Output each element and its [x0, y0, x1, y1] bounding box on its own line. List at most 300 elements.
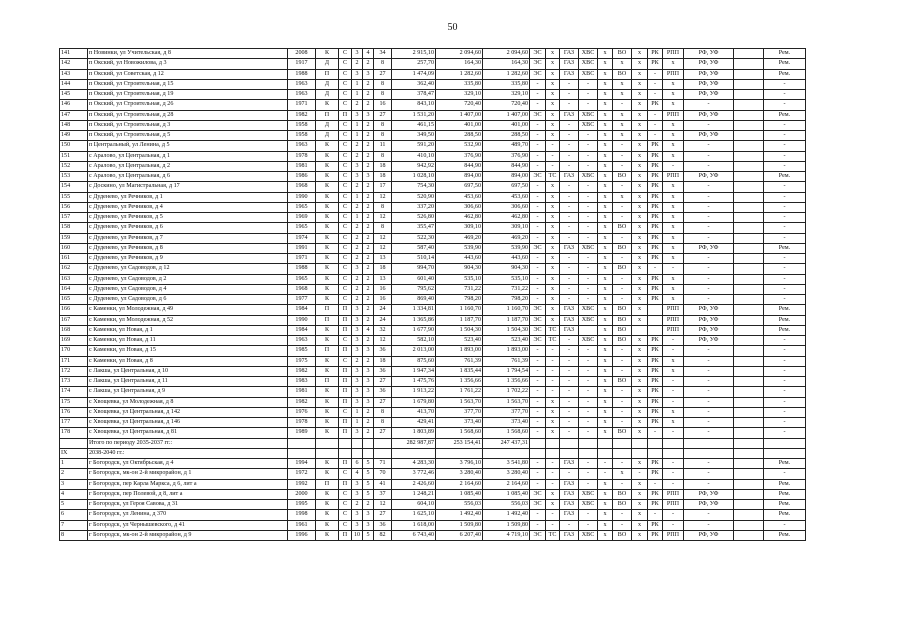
table-cell: РФ, УФ [684, 131, 734, 141]
table-cell: - [764, 387, 806, 397]
table-cell: 1 504,30 [483, 325, 530, 335]
table-cell [316, 438, 339, 448]
table-cell: х [546, 49, 560, 59]
table-row [60, 448, 806, 458]
table-cell: - [613, 100, 632, 110]
table-cell [734, 90, 764, 100]
table-cell: 587,40 [392, 243, 436, 253]
table-cell: х [663, 100, 684, 110]
table-cell: - [613, 387, 632, 397]
table-cell: - [579, 213, 598, 223]
table-cell: 18 [374, 161, 392, 171]
table-row [60, 530, 806, 540]
table-cell: 1 568,60 [436, 428, 483, 438]
table-cell [734, 243, 764, 253]
table-cell: х [598, 49, 613, 59]
table-cell: К [316, 530, 339, 540]
table-cell: РК [648, 397, 663, 407]
table-cell: 523,40 [483, 336, 530, 346]
table-cell: 147 [60, 110, 88, 120]
table-cell: - [613, 213, 632, 223]
table-cell: - [530, 295, 546, 305]
table-cell: 148 [60, 120, 88, 130]
table-cell: 3 [352, 110, 363, 120]
table-cell: 2 [352, 356, 363, 366]
table-cell: - [579, 387, 598, 397]
table-cell: с Каменки, ул Новая, д 1 [88, 325, 288, 335]
table-cell: - [613, 161, 632, 171]
table-cell: г Богородск, ул Героя Савова, д 31 [88, 500, 288, 510]
table-cell: - [579, 192, 598, 202]
table-cell: 3 [352, 49, 363, 59]
table-cell: х [663, 284, 684, 294]
table-cell: 247 437,31 [483, 438, 530, 448]
table-cell: 1982 [288, 366, 316, 376]
table-row [60, 223, 806, 233]
table-cell: - [663, 336, 684, 346]
table-cell: 177 [60, 418, 88, 428]
table-cell: 469,20 [483, 233, 530, 243]
table-cell: п Окский, ул Строительная, д 3 [88, 120, 288, 130]
table-cell: - [560, 407, 579, 417]
table-cell: х [663, 254, 684, 264]
table-cell: ЭС [530, 49, 546, 59]
table-cell: ГАЗ [560, 325, 579, 335]
table-cell: РФ, УФ [684, 315, 734, 325]
table-cell [648, 448, 663, 458]
table-cell: К [316, 418, 339, 428]
table-cell: х [632, 141, 648, 151]
table-cell: ХВС [579, 243, 598, 253]
table-cell: ВО [613, 325, 632, 335]
table-cell: 2 [363, 315, 374, 325]
table-cell: х [598, 131, 613, 141]
table-row [60, 202, 806, 212]
table-cell: К [316, 489, 339, 499]
table-cell: РК [648, 49, 663, 59]
table-cell: 1969 [288, 213, 316, 223]
table-cell: 170 [60, 346, 88, 356]
table-cell: К [316, 397, 339, 407]
table-cell [546, 438, 560, 448]
table-cell: РПП [663, 110, 684, 120]
table-cell: 535,10 [436, 274, 483, 284]
table-cell: с Дуденево, ул Садоводов, д 2 [88, 274, 288, 284]
table-cell: ЭС [530, 315, 546, 325]
table-cell: 1 475,76 [392, 377, 436, 387]
table-cell: - [579, 418, 598, 428]
table-cell: х [632, 479, 648, 489]
table-cell: 3 [352, 325, 363, 335]
table-cell [734, 336, 764, 346]
table-cell: х [632, 182, 648, 192]
table-cell [352, 448, 363, 458]
table-cell: РФ, УФ [684, 69, 734, 79]
table-cell: 142 [60, 59, 88, 69]
table-cell: - [764, 100, 806, 110]
table-cell: 156 [60, 202, 88, 212]
table-cell: 306,60 [436, 202, 483, 212]
table-cell: 1 407,00 [483, 110, 530, 120]
table-cell: 335,80 [436, 79, 483, 89]
table-cell: - [579, 90, 598, 100]
table-cell: ГАЗ [560, 69, 579, 79]
table-cell: 3 [352, 336, 363, 346]
table-cell: Итого по периоду 2035-2037 гг.: [88, 438, 288, 448]
table-cell: 4 [363, 49, 374, 59]
table-cell: 2 [363, 356, 374, 366]
table-cell: 149 [60, 131, 88, 141]
table-cell [734, 110, 764, 120]
table-cell [734, 387, 764, 397]
table-row [60, 469, 806, 479]
table-cell: 11 [374, 141, 392, 151]
table-row [60, 418, 806, 428]
table-cell: х [632, 131, 648, 141]
table-cell: - [613, 520, 632, 530]
table-cell: 282 987,87 [392, 438, 436, 448]
table-cell: 3 [352, 377, 363, 387]
table-cell: 153 [60, 172, 88, 182]
table-cell: 4 719,10 [483, 530, 530, 540]
table-cell: 164 [60, 284, 88, 294]
table-cell: х [546, 69, 560, 79]
table-cell: 2 [363, 90, 374, 100]
table-cell: х [598, 377, 613, 387]
table-cell: с Хвощевка, ул Молодежная, д 8 [88, 397, 288, 407]
table-cell: - [530, 387, 546, 397]
table-cell: - [546, 459, 560, 469]
table-cell: 3 796,10 [436, 459, 483, 469]
table-cell: 13 [374, 274, 392, 284]
table-cell: х [546, 223, 560, 233]
table-cell: х [598, 110, 613, 120]
table-cell: П [339, 530, 352, 540]
table-cell: 1984 [288, 305, 316, 315]
table-cell: х [546, 428, 560, 438]
table-cell: х [546, 131, 560, 141]
table-cell: - [684, 366, 734, 376]
table-cell: РК [648, 418, 663, 428]
table-cell: РК [648, 100, 663, 110]
table-cell: РК [648, 274, 663, 284]
table-cell: - [684, 202, 734, 212]
table-cell: х [632, 530, 648, 540]
table-cell: РПП [663, 325, 684, 335]
table-cell: К [316, 182, 339, 192]
table-cell: х [598, 69, 613, 79]
table-cell: - [579, 284, 598, 294]
table-cell: х [632, 387, 648, 397]
table-cell: 2 [363, 336, 374, 346]
table-cell: 3 [352, 69, 363, 79]
table-cell: ГАЗ [560, 510, 579, 520]
table-cell: 70 [374, 469, 392, 479]
table-cell: х [632, 356, 648, 366]
table-cell: К [316, 387, 339, 397]
table-cell: - [684, 223, 734, 233]
table-cell: 1 [352, 90, 363, 100]
table-cell: х [632, 79, 648, 89]
table-cell: х [663, 233, 684, 243]
table-cell: ВО [613, 530, 632, 540]
table-cell: ХВС [579, 305, 598, 315]
table-cell: 604,10 [392, 500, 436, 510]
table-cell: х [632, 110, 648, 120]
table-cell [734, 79, 764, 89]
table-cell: 377,70 [436, 407, 483, 417]
table-cell: ЭС [530, 305, 546, 315]
table-cell: с Аралово, ул Центральная, д 6 [88, 172, 288, 182]
table-cell: - [684, 295, 734, 305]
table-cell: 1963 [288, 141, 316, 151]
table-cell: - [530, 182, 546, 192]
table-cell: г Богородск, ул Октябрьская, д 4 [88, 459, 288, 469]
table-cell: х [663, 131, 684, 141]
table-row [60, 79, 806, 89]
table-cell: РК [648, 284, 663, 294]
table-cell: ХВС [579, 500, 598, 510]
table-cell: 27 [374, 377, 392, 387]
table-cell [734, 59, 764, 69]
table-cell: 3 [363, 520, 374, 530]
table-cell: ВО [613, 172, 632, 182]
table-cell: 71 [374, 459, 392, 469]
table-cell: Рем. [764, 172, 806, 182]
table-cell: - [648, 120, 663, 130]
table-cell: - [560, 192, 579, 202]
table-cell: ГАЗ [560, 489, 579, 499]
table-cell: С [339, 151, 352, 161]
table-cell: 161 [60, 254, 88, 264]
table-cell: ВО [613, 223, 632, 233]
table-cell: С [339, 336, 352, 346]
table-row [60, 69, 806, 79]
table-cell: г Богородск, пер Карла Маркса, д 6, лит а [88, 479, 288, 489]
table-cell: 869,40 [392, 295, 436, 305]
table-cell: - [530, 346, 546, 356]
table-row [60, 356, 806, 366]
table-cell: 3 [352, 510, 363, 520]
table-cell [734, 192, 764, 202]
table-cell: 36 [374, 346, 392, 356]
table-cell: 2 [352, 100, 363, 110]
table-cell: 1 677,90 [392, 325, 436, 335]
table-cell: х [598, 479, 613, 489]
table-cell: 2 [363, 305, 374, 315]
table-cell: 1 282,60 [483, 69, 530, 79]
table-cell: 1994 [288, 459, 316, 469]
table-row [60, 151, 806, 161]
table-cell: - [560, 120, 579, 130]
table-cell: 1968 [288, 182, 316, 192]
table-cell [734, 397, 764, 407]
table-cell: х [663, 120, 684, 130]
table-cell: 1 248,21 [392, 489, 436, 499]
table-cell: 18 [374, 264, 392, 274]
table-cell: К [316, 49, 339, 59]
table-cell: К [316, 510, 339, 520]
table-cell: 355,47 [392, 223, 436, 233]
table-cell: 349,50 [392, 131, 436, 141]
table-cell [734, 151, 764, 161]
table-cell: С [339, 407, 352, 417]
table-cell: 1 492,40 [483, 510, 530, 520]
table-cell: х [632, 254, 648, 264]
table-cell: п Центральный, ул Ленина, д 5 [88, 141, 288, 151]
table-cell: 1 160,70 [436, 305, 483, 315]
table-cell: РК [648, 223, 663, 233]
table-cell: 2 915,10 [392, 49, 436, 59]
table-row [60, 366, 806, 376]
table-cell: Рем. [764, 530, 806, 540]
table-cell [734, 161, 764, 171]
table-cell [598, 448, 613, 458]
table-cell: х [663, 407, 684, 417]
table-row [60, 182, 806, 192]
table-row [60, 387, 806, 397]
table-cell: 8 [374, 202, 392, 212]
table-cell [734, 510, 764, 520]
table-row [60, 510, 806, 520]
table-cell: 8 [60, 530, 88, 540]
table-cell: 2 [352, 202, 363, 212]
table-cell: ЭС [530, 530, 546, 540]
table-cell: 335,80 [483, 79, 530, 89]
table-cell: К [316, 172, 339, 182]
table-cell: 556,03 [436, 500, 483, 510]
table-cell: 1971 [288, 100, 316, 110]
table-cell [648, 305, 663, 315]
table-cell: 24 [374, 305, 392, 315]
table-cell: - [579, 295, 598, 305]
table-cell: - [560, 418, 579, 428]
table-cell: с Дуденево, ул Речников, д 5 [88, 213, 288, 223]
table-cell: х [613, 79, 632, 89]
table-cell: 5 [363, 489, 374, 499]
table-cell: IX [60, 448, 88, 458]
table-cell: 1 160,70 [483, 305, 530, 315]
table-cell: - [530, 151, 546, 161]
table-cell [734, 295, 764, 305]
table-cell: 1961 [288, 520, 316, 530]
table-cell: - [546, 151, 560, 161]
table-cell: 1983 [288, 377, 316, 387]
table-cell [598, 438, 613, 448]
table-cell: - [579, 520, 598, 530]
table-cell [734, 479, 764, 489]
table-row [60, 274, 806, 284]
table-cell: 8 [374, 407, 392, 417]
table-cell: РФ, УФ [684, 59, 734, 69]
table-cell: - [560, 295, 579, 305]
table-cell: 3 [352, 172, 363, 182]
table-cell: - [684, 520, 734, 530]
table-cell: - [684, 459, 734, 469]
table-cell: - [764, 141, 806, 151]
table-cell: РК [648, 407, 663, 417]
table-cell: - [613, 202, 632, 212]
table-cell: 160 [60, 243, 88, 253]
table-cell: Д [316, 79, 339, 89]
table-cell: 373,40 [436, 418, 483, 428]
table-cell: с Дуденево, ул Садоводов, д 4 [88, 284, 288, 294]
page-number: 50 [447, 22, 458, 33]
table-cell: 2 [363, 131, 374, 141]
table-cell: К [316, 295, 339, 305]
table-cell [734, 233, 764, 243]
table-cell: 1990 [288, 315, 316, 325]
table-cell: х [546, 90, 560, 100]
table-cell: - [613, 407, 632, 417]
table-cell: - [530, 459, 546, 469]
table-row [60, 377, 806, 387]
table-cell: х [546, 182, 560, 192]
table-cell: РФ, УФ [684, 325, 734, 335]
table-cell: х [632, 418, 648, 428]
table-cell: 3 [352, 305, 363, 315]
table-cell [632, 448, 648, 458]
table-cell: ВО [613, 377, 632, 387]
table-row [60, 479, 806, 489]
table-cell: 146 [60, 100, 88, 110]
table-cell: х [598, 305, 613, 315]
table-cell: - [613, 479, 632, 489]
table-cell: ХВС [579, 530, 598, 540]
table-cell: 1 509,80 [483, 520, 530, 530]
table-cell: 3 280,40 [436, 469, 483, 479]
table-cell: х [546, 305, 560, 315]
table-cell: 2 [363, 407, 374, 417]
table-cell: 697,50 [483, 182, 530, 192]
table-cell: П [339, 305, 352, 315]
table-cell: ГАЗ [560, 59, 579, 69]
table-cell: - [579, 479, 598, 489]
table-cell: К [316, 254, 339, 264]
table-cell: - [684, 192, 734, 202]
table-cell: - [764, 223, 806, 233]
table-cell: 18 [374, 172, 392, 182]
table-cell: - [546, 520, 560, 530]
table-cell: - [579, 366, 598, 376]
table-cell: - [648, 110, 663, 120]
table-cell: К [316, 520, 339, 530]
table-cell: С [339, 510, 352, 520]
table-cell: К [316, 469, 339, 479]
table-cell: 1 [352, 407, 363, 417]
table-cell: - [579, 397, 598, 407]
table-cell: х [663, 182, 684, 192]
table-cell: Рем. [764, 69, 806, 79]
table-cell: ГАЗ [560, 49, 579, 59]
table-cell: РК [648, 377, 663, 387]
table-cell: - [764, 397, 806, 407]
table-cell: 4 [60, 489, 88, 499]
table-cell: 2 [352, 233, 363, 243]
table-cell: К [316, 141, 339, 151]
table-cell: х [598, 120, 613, 130]
table-cell: 413,70 [392, 407, 436, 417]
table-cell: РФ, УФ [684, 243, 734, 253]
table-cell: - [579, 141, 598, 151]
table-cell: С [339, 295, 352, 305]
table-cell: - [579, 377, 598, 387]
table-cell [483, 448, 530, 458]
table-cell: Рем. [764, 59, 806, 69]
table-cell: - [613, 284, 632, 294]
table-cell: - [663, 469, 684, 479]
table-cell: 24 [374, 315, 392, 325]
